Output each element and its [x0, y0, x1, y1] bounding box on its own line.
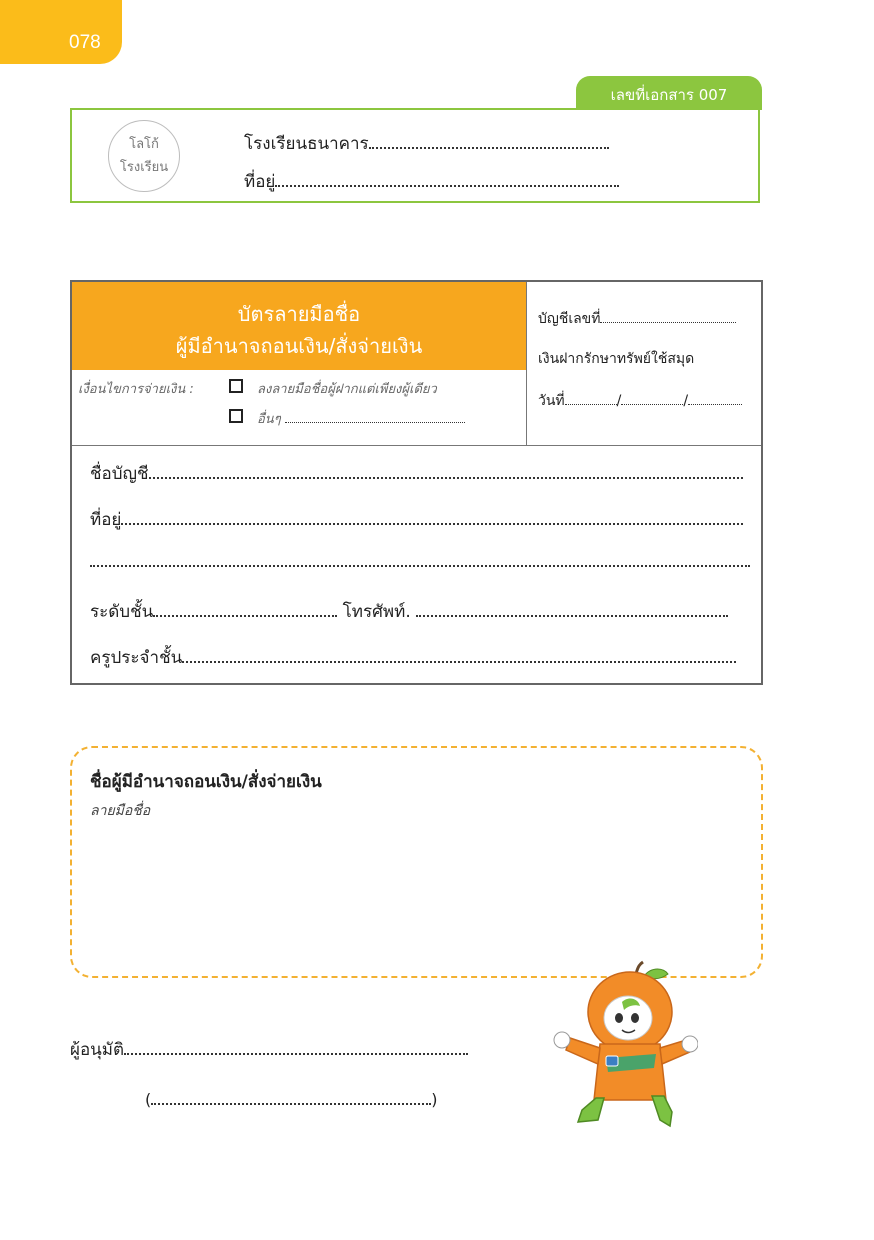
card-title-line-2: ผู้มีอำนาจถอนเงิน/สั่งจ่ายเงิน — [175, 334, 423, 358]
approver-label: ผู้อนุมัติ — [70, 1040, 125, 1060]
date-year-dotted-line[interactable] — [688, 404, 742, 405]
teacher-dotted-line[interactable] — [182, 661, 736, 663]
approver-dotted-line[interactable] — [124, 1053, 468, 1055]
account-number-dotted-line[interactable] — [600, 322, 736, 323]
card-title-line-1: บัตรลายมือชื่อ — [237, 302, 361, 326]
logo-line-2: โรงเรียน — [119, 160, 169, 175]
page-number-tab — [0, 0, 122, 64]
option-other-dotted-line[interactable] — [285, 422, 465, 423]
address-field — [90, 506, 743, 533]
grade-dotted-line[interactable] — [153, 615, 337, 617]
header-divider-horizontal — [72, 445, 761, 446]
document-number-tab: เลขที่เอกสาร 007 — [576, 76, 762, 110]
account-name-dotted-line[interactable] — [149, 477, 743, 479]
bank-name-label: โรงเรียนธนาคาร — [244, 134, 369, 154]
teacher-field — [90, 644, 736, 671]
phone-dotted-line[interactable] — [416, 615, 728, 617]
account-name-label: ชื่อบัญชี — [90, 464, 149, 484]
school-address-label: ที่อยู่ — [244, 172, 276, 192]
option-sole-signer-label: ลงลายมือชื่อผู้ฝากแต่เพียงผู้เดียว — [257, 382, 437, 397]
signature-card — [70, 280, 763, 685]
account-name-field — [90, 460, 743, 487]
logo-line-1: โลโก้ — [129, 137, 159, 152]
school-header-box — [70, 108, 760, 203]
option-sole-signer-checkbox[interactable] — [229, 379, 243, 393]
date-field: วันที่ / / — [538, 390, 742, 412]
teacher-label: ครูประจำชั้น — [90, 648, 183, 668]
approver-name-dotted-line[interactable] — [151, 1103, 431, 1105]
signature-label: ลายมือชื่อ — [90, 803, 151, 819]
address-continued-field — [90, 552, 750, 572]
account-number-label: บัญชีเลขที่ — [538, 311, 601, 327]
option-other-label: อื่นๆ — [257, 412, 281, 427]
option-other-field — [257, 408, 465, 429]
card-header — [72, 282, 526, 370]
grade-phone-field — [90, 598, 728, 625]
deposit-type-text: เงินฝากรักษาทรัพย์ใช้สมุด — [538, 351, 695, 367]
address-dotted-line[interactable] — [121, 523, 743, 525]
address-label: ที่อยู่ — [90, 510, 122, 530]
date-label: วันที่ — [538, 393, 565, 409]
school-address-field — [244, 168, 619, 195]
orange-mascot-illustration — [548, 960, 698, 1130]
authorized-signature-box — [70, 746, 763, 978]
grade-label: ระดับชั้น — [90, 602, 154, 622]
header-divider-vertical — [526, 282, 527, 446]
option-other-checkbox[interactable] — [229, 409, 243, 423]
phone-label: โทรศัพท์. — [342, 602, 411, 622]
date-month-dotted-line[interactable] — [621, 404, 683, 405]
address-continued-dotted-line[interactable] — [90, 565, 750, 567]
account-number-field — [538, 308, 736, 330]
page-number: 078 — [69, 32, 101, 53]
approver-name-field — [145, 1090, 438, 1109]
bank-name-dotted-line[interactable] — [369, 147, 609, 149]
date-day-dotted-line[interactable] — [565, 404, 617, 405]
school-address-dotted-line[interactable] — [275, 185, 619, 187]
approver-paren-open: ( — [145, 1090, 152, 1109]
payment-condition-label: เงื่อนไขการจ่ายเงิน : — [78, 382, 194, 397]
approver-paren-close: ) — [431, 1090, 438, 1109]
authorized-person-title: ชื่อผู้มีอำนาจถอนเงิน/สั่งจ่ายเงิน — [90, 772, 322, 792]
approver-field — [70, 1036, 468, 1063]
school-logo-placeholder — [108, 120, 180, 192]
bank-name-field — [244, 130, 609, 157]
